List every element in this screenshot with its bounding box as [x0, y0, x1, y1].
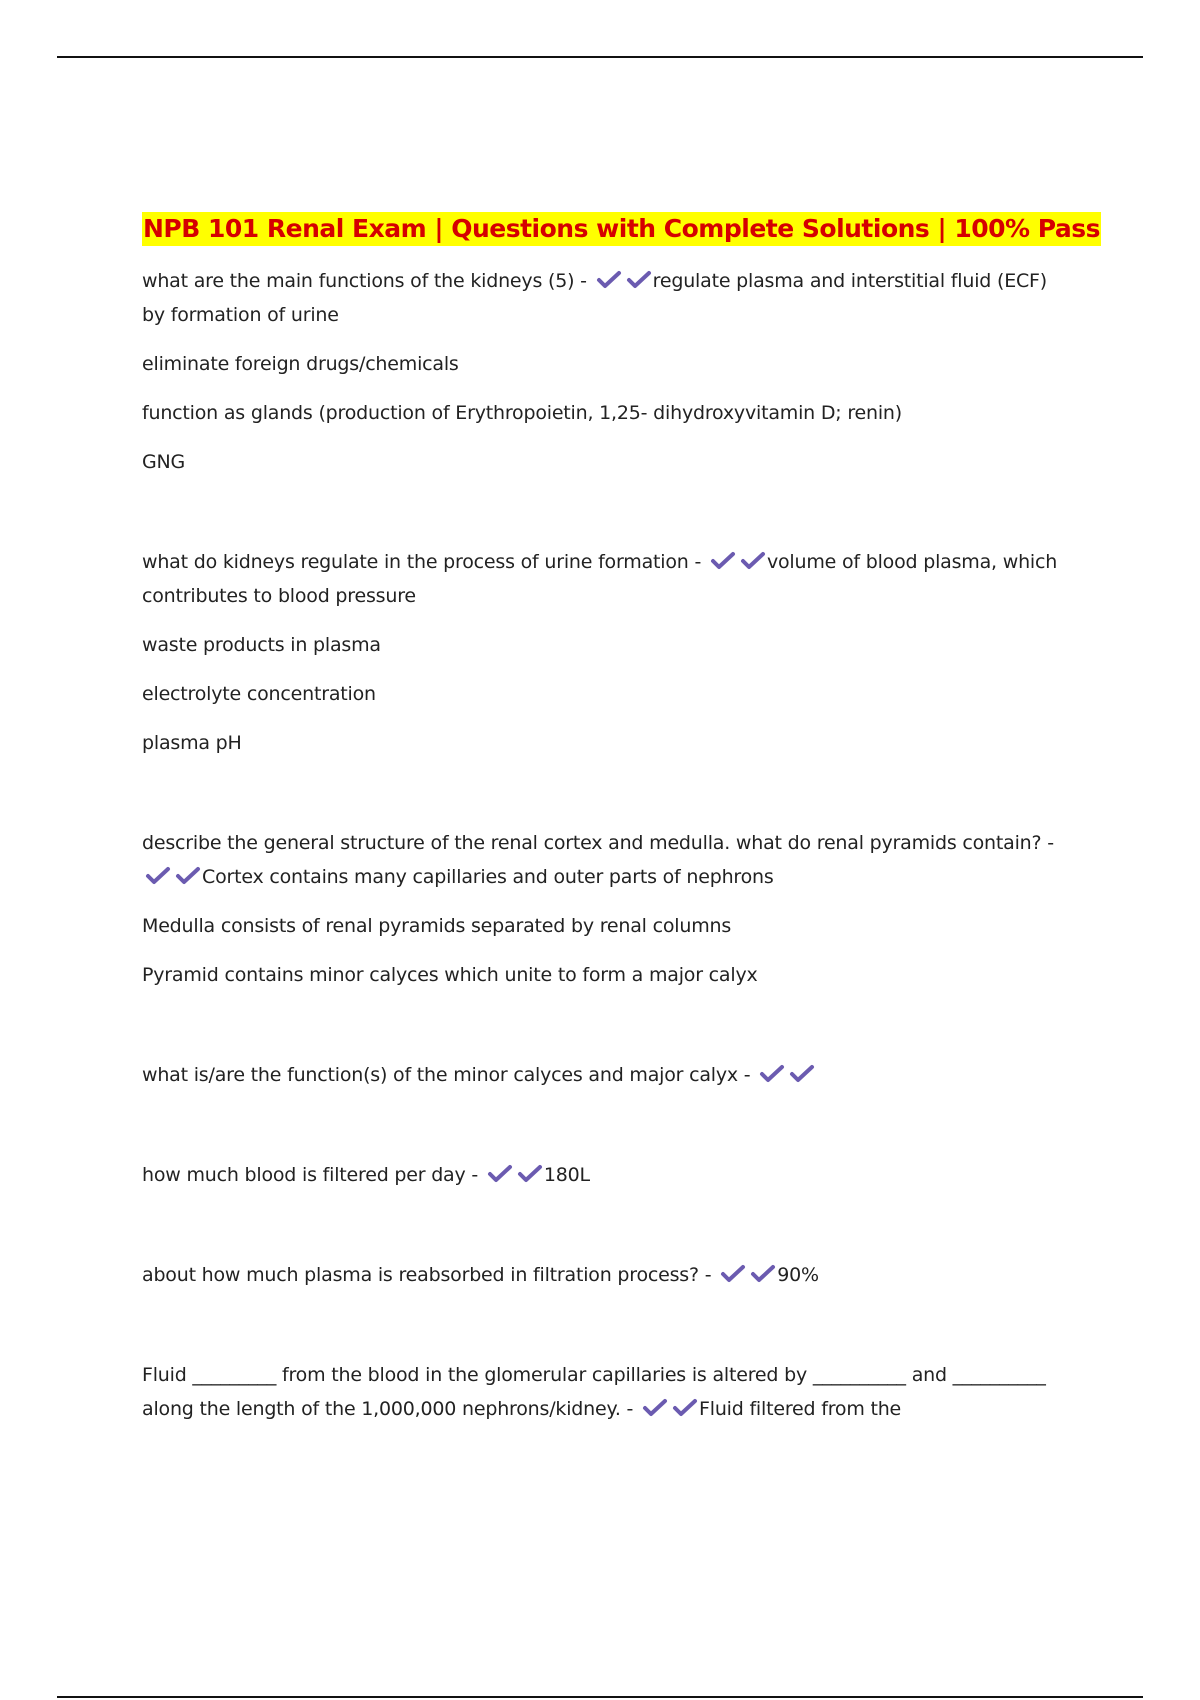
- qa-question-line: [142, 826, 1062, 894]
- qa-question-line: [142, 1358, 1062, 1426]
- answer-text: regulate plasma and interstitial fluid (ECF) by formation of urine: [142, 270, 1048, 326]
- checkmark-icon: [672, 1398, 699, 1418]
- checkmark-icon: [487, 1164, 514, 1184]
- checkmark-icon: [175, 866, 202, 886]
- answer-line: GNG: [142, 451, 186, 473]
- qa-question-line: [142, 545, 1062, 613]
- qa-item: [142, 1058, 1062, 1092]
- checkmark-icon: [710, 551, 737, 571]
- checkmark-icon: [740, 551, 767, 571]
- checkmark-icon: [720, 1264, 747, 1284]
- checkmark-icon: [750, 1264, 777, 1284]
- question-text: how much blood is filtered per day -: [142, 1164, 479, 1186]
- checkmark-icon: [789, 1064, 816, 1084]
- answer-marker: [633, 1398, 699, 1420]
- question-text: describe the general structure of the renal cortex and medulla. what do renal pyramids contain? -: [142, 832, 1054, 854]
- document-body: [142, 212, 1101, 1492]
- answer-text: 90%: [777, 1264, 819, 1286]
- qa-question-line: [142, 264, 1062, 332]
- question-text: what do kidneys regulate in the process of urine formation -: [142, 551, 702, 573]
- answer-marker: [701, 551, 767, 573]
- question-text: about how much plasma is reabsorbed in filtration process? -: [142, 1264, 712, 1286]
- checkmark-icon: [759, 1064, 786, 1084]
- qa-question-line: [142, 1258, 1062, 1292]
- qa-item: [142, 264, 1062, 479]
- checkmark-icon: [642, 1398, 669, 1418]
- footer-rule: [57, 1696, 1143, 1698]
- answer-text: volume of blood plasma, which contributes to blood pressure: [142, 551, 1058, 607]
- answer-line: function as glands (production of Erythropoietin, 1,25- dihydroxyvitamin D; renin): [142, 402, 902, 424]
- answer-line: Medulla consists of renal pyramids separated by renal columns: [142, 915, 732, 937]
- qa-item: [142, 1258, 1062, 1292]
- checkmark-icon: [596, 270, 623, 290]
- answer-marker: [587, 270, 653, 292]
- qa-question-line: [142, 1158, 1062, 1192]
- document-title: NPB 101 Renal Exam | Questions with Complete Solutions | 100% Pass: [142, 212, 1101, 246]
- answer-line: eliminate foreign drugs/chemicals: [142, 353, 459, 375]
- answer-line: plasma pH: [142, 732, 242, 754]
- checkmark-icon: [145, 866, 172, 886]
- qa-item: [142, 1358, 1062, 1426]
- header-rule: [57, 56, 1143, 58]
- answer-text: Cortex contains many capillaries and outer parts of nephrons: [202, 866, 774, 888]
- answer-line: Pyramid contains minor calyces which unite to form a major calyx: [142, 964, 758, 986]
- qa-item: [142, 545, 1062, 760]
- question-text: what are the main functions of the kidneys (5) -: [142, 270, 587, 292]
- checkmark-icon: [517, 1164, 544, 1184]
- answer-marker: [711, 1264, 777, 1286]
- checkmark-icon: [626, 270, 653, 290]
- question-text: what is/are the function(s) of the minor calyces and major calyx -: [142, 1064, 751, 1086]
- answer-text: 180L: [543, 1164, 590, 1186]
- qa-list: [142, 264, 1062, 1426]
- answer-text: Fluid filtered from the: [699, 1398, 902, 1420]
- answer-line: electrolyte concentration: [142, 683, 376, 705]
- qa-item: [142, 826, 1062, 992]
- qa-question-line: [142, 1058, 1062, 1092]
- answer-marker: [142, 866, 202, 888]
- answer-marker: [750, 1064, 816, 1086]
- question-text: Fluid _________ from the blood in the glomerular capillaries is altered by __________ and __________ along the length of the 1,000,000 nephrons/kidney. -: [142, 1364, 1046, 1420]
- answer-marker: [478, 1164, 544, 1186]
- answer-line: waste products in plasma: [142, 634, 381, 656]
- qa-item: [142, 1158, 1062, 1192]
